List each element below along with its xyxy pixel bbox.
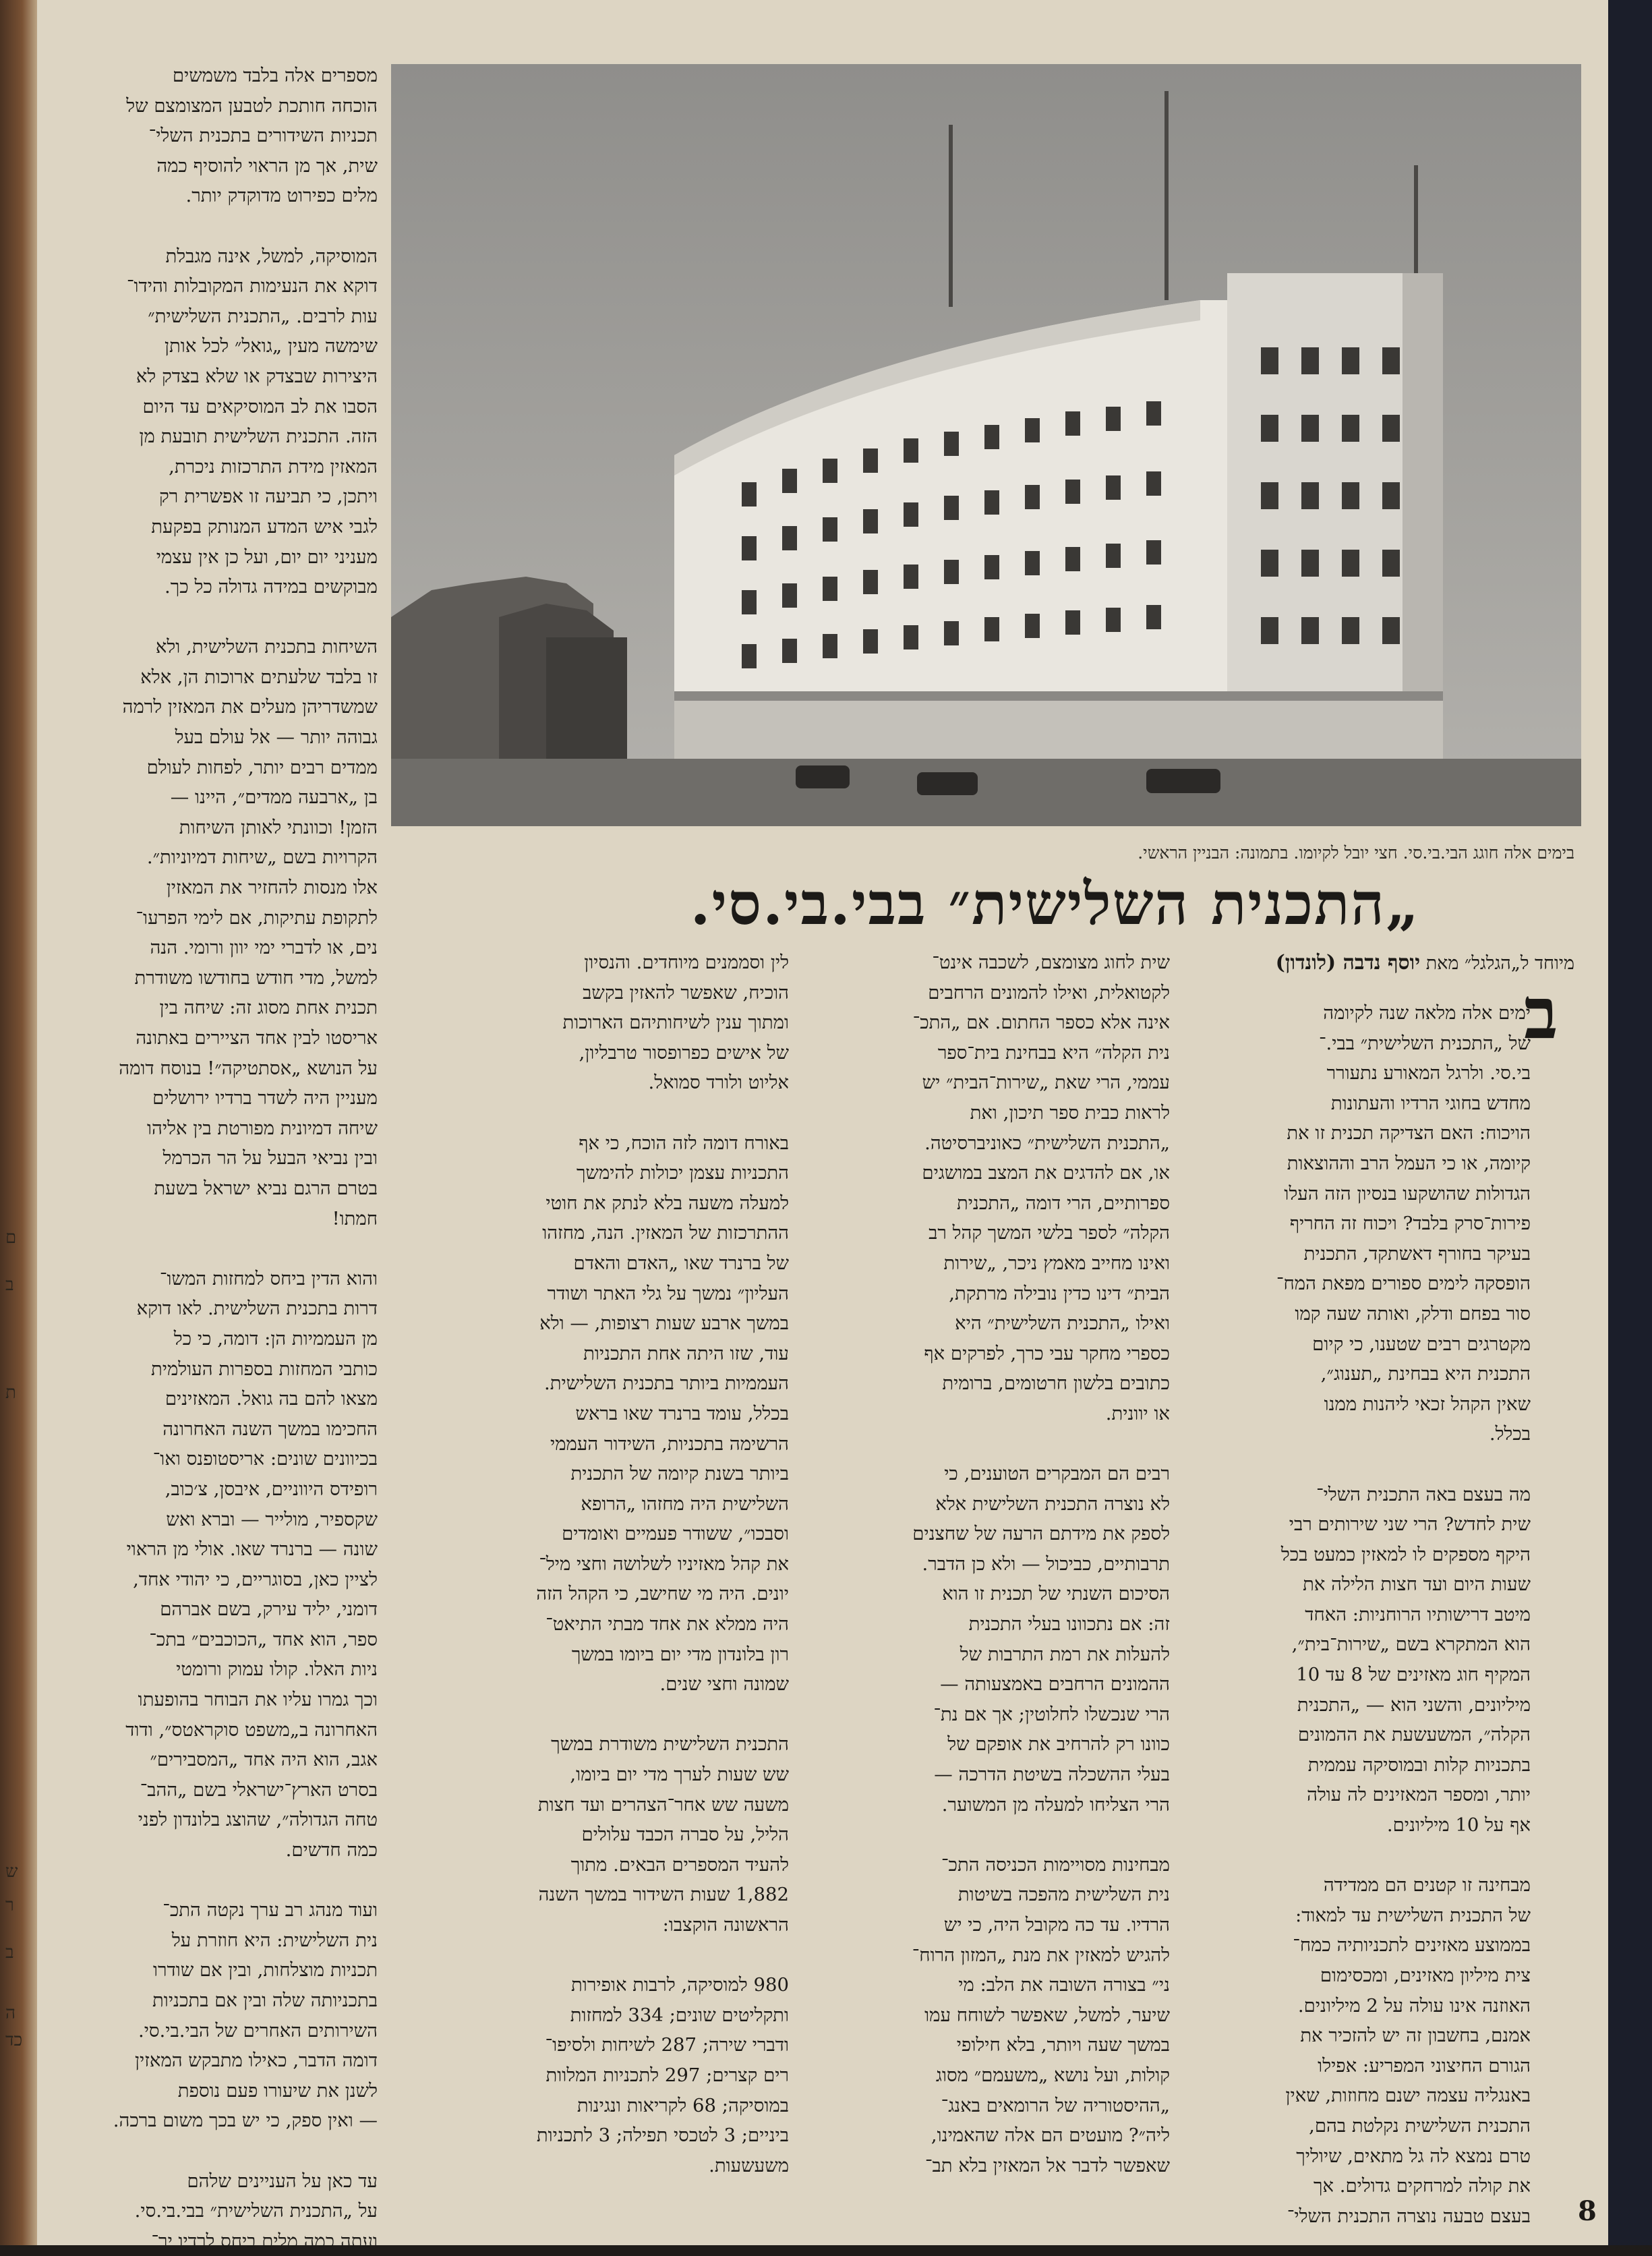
photo-caption: בימים אלה חוגג הבי.בי.סי. חצי יובל לקיומו. בתמונה: הבניין הראשי. xyxy=(1138,843,1574,863)
column-4: מספרים אלה בלבד משמשים הוכחה חותכת לטבען המצומצם של תכניות השידורים בתכנית השלי־ שית, אך מן הראוי להוסיף כמה מלים כפירוט מדוקדק יותר. המוסיקה, למשל, אינה מגבלת דוקא את הנעימות המקובלות והידו־ עות לרבים. „התכנית השלישית״ שימשה מעין „גואל״ לכל אותן היצירות שבצדק או שלא בצדק לא הסבו את לב המוסיקאים עד היום הזה. התכנית השלישית תובעת מן המאזין מידת התרכזות ניכרת, ויתכן, כי תביעה זו אפשרית רק לגבי איש המדע המנותק בפקעת מעניני יום יום, ועל כן אין עצמי מבוקשים במידה גדולה כל כך. השיחות בתכנית השלישית, ולא זו בלבד שלעתים ארוכות הן, אלא שמשדריהן מעלים את המאזין לרמה גבוהה יותר — אל עולם בעל ממדים רבים יותר, לפחות לעולם בן „ארבעה ממדים״, היינו — הזמן! וכוונתי לאותן השיחות הקרויות בשם „שיחות דמיוניות״. אלו מנסות להחזיר את המאזין לתקופת עתיקות, אם לימי הפרעו־ נים, או לדברי ימי יוון ורומי. הנה למשל, מדי חודש בחודשו משודרת תכנית אחת מסוג זה: שיחה בין אריסטו לבין אחד הציירים באתונה על הנושא „אסתטיקה״! בנוסח דומה מעניין היה לשדר ברדיו ירושלים שיחה דמיונית מפורטת בין אליהו ובין נביאי הבעל על הר הכרמל בטרם הרגם נביא ישראל בשעת חמתו! והוא הדין ביחס למחזות המשו־ דרות בתכנית השלישית. לאו דוקא מן העממיות הן: דומה, כי כל כותבי המחזות בספרות העולמית מצאו להם בה גואל. המאזינים החכימו במשך השנה האחרונה בכיוונים שונים: אריסטופנס ואו־ רופידס היווניים, איבסן, צ׳כוב, שקספיר, מולייר — וברא ואש שונה — ברנרד שאו. אולי מן הראוי לציין כאן, בסוגריים, כי יהודי אחד, דומני, יליד עירק, בשם אברהם ספר, הוא אחד „הכוכבים״ בתכ־ ניות האלו. קולו עמוק ורומטי וכך גמרו עליו את הבוחר בהופעתו האחרונה ב„משפט סוקראטס״, ודוד אגב, הוא היה אחד „המסבירים״ בסרט הארץ־ישראלי בשם „ההב־ טחה הגדולה״, שהוצג בלונדון לפני כמה חדשים. ועוד מנהג רב ערך נקטה התכ־ נית השלישית: היא חוזרת על תכניות מוצלחות, ובין אם שודרו בתכניותה שלה ובין אם בתכניות השירותים האחרים של הבי.בי.סי. דומה הדבר, כאילו מתבקש המאזין לשנן את שיעורו פעם נוספת — ואין ספק, כי יש בכך משום ברכה. עד כאן על העניינים שלהם על „התכנית השלישית״ בבי.בי.סי. ועתה כמה מלים ביחס לרדיו יר־ xyxy=(113,65,378,2252)
fragment: ש xyxy=(5,1861,18,1882)
fragment: ת xyxy=(5,1383,16,1403)
adjacent-page-fragments xyxy=(0,0,40,2245)
page-number: 8 xyxy=(1578,2195,1597,2227)
fragment: ה xyxy=(5,2003,16,2023)
fragment: כד xyxy=(5,2030,23,2050)
background-dark-edge xyxy=(1605,0,1652,2245)
column-1: ימים אלה מלאה שנה לקיומה של „התכנית השלישית״ בבי.־ בי.סי. ולרגל המאורע נתעורר מחדש בחוגי הרדיו והעתונות הויכוח: האם הצדיקה תכנית זו את קיומה, או כי העמל הרב וההוצאות הגדולות שהושקעו בנסיון הזה העלו פירות־סרק בלבד? ויכוח זה החריף בעיקר בחורף דאשתקד, התכנית הופסקה לימים ספורים מפאת המח־ סור בפחם ודלק, ואותה שעה קמו מקטרגים רבים שטענו, כי קיום התכנית היא בבחינת „תענוג״, שאין הקהל זכאי ליהנות ממנו בכלל. מה בעצם באה התכנית השלי־ שית לחדש? הרי שני שירותים רבי היקף מספקים לו למאזין כמעט בכל שעות היום ועד חצות הלילה את מיטב דרישותיו הרוחניות: האחד הוא המתקרא בשם „שירות־בית״, המקיף חוג מאזינים של 8 עד 10 מיליונים, והשני הוא — „התכנית הקלה״, המשעשעת את ההמונים בתכניות קלות ובמוסיקה עממית יותר, ומספר המאזינים לה עולה אף על 10 מיליונים. מבחינה זו קטנים הם ממדידה של התכנית השלישית עד למאוד: בממוצע מאזינים לתכניותיה כמח־ צית מיליון מאזינים, ומכסימום האוזנה אינו עולה על 2 מיליונים. אמנם, בחשבון זה יש להזכיר את הגורם החיצוני המפריע: אפילו באנגליה עצמה ישנם מחוזות, שאין התכנית השלישית נקלטת בהם, טרם נמצא לה גל מתאים, שיוליך את קולה למרחקים גדולים. אך בעצם טבעה נוצרה התכנית השלי־ xyxy=(1276,1002,1531,2227)
fragment: ב xyxy=(5,1275,14,1295)
fragment: ר xyxy=(5,1895,14,1915)
bbc-building-photo xyxy=(391,64,1581,826)
magazine-page xyxy=(37,0,1608,2252)
building-illustration xyxy=(391,64,1581,826)
article-title: „התכנית השלישית״ בבי.בי.סי. xyxy=(690,870,1421,938)
fragment: ם xyxy=(5,1227,17,1248)
column-3: לין וסממנים מיוחדים. והנסיון הוכיח, שאפשר להאזין בקשב ומתוך ענין לשיחותיהם הארוכות של אישים כפרופסור טרבליון, אליוט ולורד סמואל. באורח דומה לזה הוכח, כי אף התכניות עצמן יכולות להימשך למעלה משעה בלא לנתק את חוטי ההתרכזות של המאזין. הנה, מחזהו של ברנרד שאו „האדם והאדם העליון״ נמשך על גלי האתר ושודר במשך ארבע שעות רצופות, — ולא עוד, שזו היתה אחת התכניות העממיות ביותר בתכנית השלישית. בכלל, עומד ברנרד שאו בראש הרשימה בתכניות, השידור העממי ביותר בשנת קיומה של התכנית השלישית היה מחזהו „הרופא וסבכו״, ששודר פעמיים ואומדים את קהל מאזיניו לשלושה וחצי מיל־ יונים. היה מי שחישב, כי הקהל הזה היה ממלא את אחד מבתי התיאט־ רון בלונדון מדי יום ביומו במשך שמונה וחצי שנים. התכנית השלישית משודרת במשך שש שעות לערך מדי יום ביומו, משעה שש אחר־הצהרים ועד חצות הליל, על סברה הכבד עלולים להעיד המספרים הבאים. מתוך 1,882 שעות השידור במשך השנה הראשונה הוקצבו: 980 למוסיקה, לרבות אופירות ותקליטים שונים; 334 למחזות ודברי שירה; 287 לשיחות ולסיפו־ רים קצרים; 297 לתכניות המלוות במוסיקה; 68 לקריאות ונגינות ביניים; 3 לטכסי תפילה; 3 לתכניות משעשעות. xyxy=(536,952,789,2176)
column-2: שית לחוג מצומצם, לשכבה אינט־ לקטואלית, ואילו להמונים הרחבים אינה אלא כספר החתום. אם „התכ־ נית הקלה״ היא בבחינת בית־ספר עממי, הרי שאת „שירות־הבית״ יש לראות כבית ספר תיכון, ואת „התכנית השלישית״ כאוניברסיטה. או, אם להדגים את המצב במושגים ספרותיים, הרי דומה „התכנית הקלה״ לספר בלשי המשך קהל רב ואינו מחייב מאמץ ניכר, „שירות הבית״ דינו כדין נובילה מרתקת, ואילו „התכנית השלישית״ היא כספרי מחקר עבי כרך, לפרקים אף כתובים בלשון חרטומים, ברומית או יוונית. רבים הם המבקרים הטוענים, כי לא נוצרה התכנית השלישית אלא לספק את מידתם הרעה של שחצנים תרבותיים, כביכול — ולא כן הדבר. הסיכום השנתי של תכנית זו הוא זה: אם נתכוונו בעלי התכנית להעלות את רמת התרבות של ההמונים הרחבים באמצעותה — הרי שנכשלו לחלוטין; אך אם נת־ כוונו רק להרחיב את אופקם של בעלי ההשכלה בשיטת הדרכה — הרי הצליחו למעלה מן המשוער. מבחינות מסויימות הכניסה התכ־ נית השלישית מהפכה בשיטות הרדיו. עד כה מקובל היה, כי יש להגיש למאזין את מנת „המזון הרוח־ ני״ בצורה השובה את הלב: מי שיער, למשל, שאפשר לשוחח עמו במשך שעה ויותר, בלא חילופי קולות, ועל נושא „משעמם״ מסוג „ההיסטוריה של הרומאים באנג־ ליה״? מועטים הם אלה שהאמינו, שאפשר לדבר אל המאזין בלא תב־ xyxy=(912,952,1170,2176)
byline-prefix: מיוחד ל„הגלגל״ מאת xyxy=(1425,953,1574,974)
byline-author: יוסף נדבה (לונדון) xyxy=(1275,951,1421,975)
fragment: ב xyxy=(5,1942,14,1963)
drop-cap: ב xyxy=(1524,971,1558,1055)
